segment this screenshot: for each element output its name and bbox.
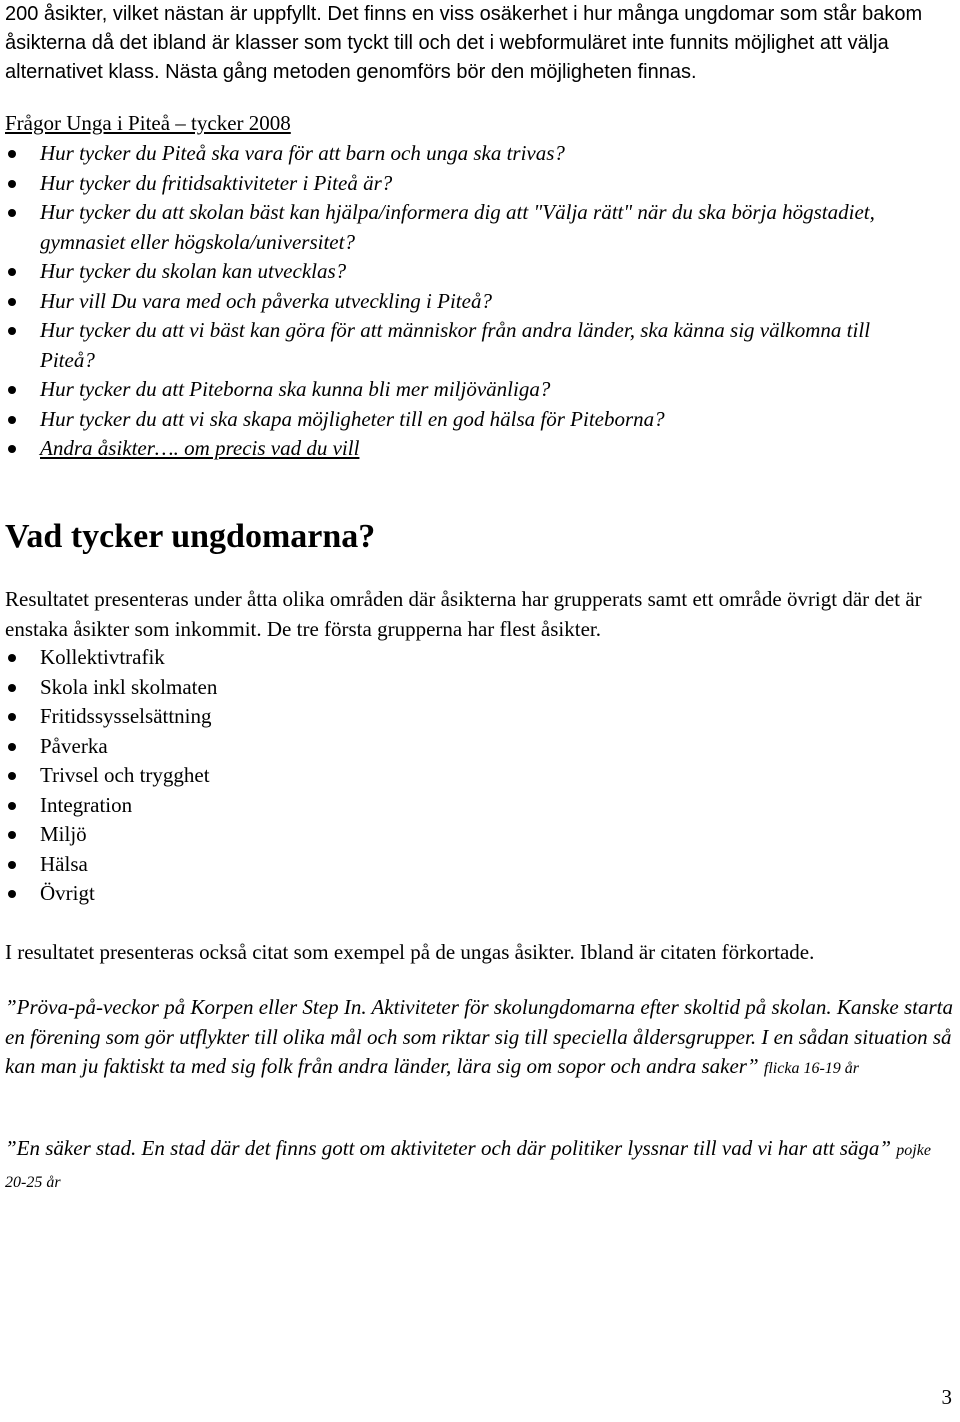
area-item: Miljö	[5, 820, 905, 850]
question-item: Hur tycker du att vi bäst kan göra för att människor från andra länder, ska känna sig välkomna till Piteå?	[5, 316, 905, 375]
quote-block	[5, 993, 955, 1084]
areas-list	[5, 643, 905, 909]
area-item: Integration	[5, 791, 905, 821]
question-item: Hur tycker du Piteå ska vara för att barn och unga ska trivas?	[5, 139, 905, 169]
area-item: Hälsa	[5, 850, 905, 880]
questions-title: Frågor Unga i Piteå – tycker 2008	[5, 111, 291, 135]
result-paragraph: Resultatet presenteras under åtta olika områden där åsikterna har grupperats samt ett område övrigt där det är enstaka åsikter som inkommit. De tre första grupperna har flest åsikter.	[5, 587, 922, 641]
section-heading: Vad tycker ungdomarna?	[5, 518, 376, 555]
question-item: Hur tycker du att vi ska skapa möjligheter till en god hälsa för Piteborna?	[5, 405, 905, 435]
question-item: Hur vill Du vara med och påverka utveckling i Piteå?	[5, 287, 905, 317]
question-item: Hur tycker du att skolan bäst kan hjälpa/informera dig att "Välja rätt" när du ska börja högstadiet, gymnasiet eller högskola/universitet?	[5, 198, 905, 257]
intro-paragraph: 200 åsikter, vilket nästan är uppfyllt. Det finns en viss osäkerhet i hur många ungdomar som står bakom åsikterna då det ibland är klasser som tyckt till och det i webformuläret inte funnits möjlighet att välja alternativet klass. Nästa gång metoden genomförs bör den möjligheten finnas.	[5, 3, 923, 83]
quote-attribution: flicka 16-19 år	[763, 1060, 859, 1077]
quote-text: ”En säker stad. En stad där det finns gott om aktiviteter och där politiker lyssnar till vad vi har att säga”	[5, 1136, 892, 1160]
area-item: Trivsel och trygghet	[5, 761, 905, 791]
page-number: 3	[941, 1385, 952, 1409]
question-item: Hur tycker du skolan kan utvecklas?	[5, 257, 905, 287]
question-item: Hur tycker du att Piteborna ska kunna bli mer miljövänliga?	[5, 375, 905, 405]
questions-list	[5, 139, 905, 464]
quote-text: ”Pröva-på-veckor på Korpen eller Step In. Aktiviteter för skolungdomarna efter skoltid på skolan. Kanske starta en förening som gör utflykter till olika mål och som riktar sig till speciella åldersgrupper. I en sådan situation så kan man ju faktiskt ta med sig folk från andra länder, lära sig om sopor och andra saker”	[5, 995, 953, 1078]
area-item: Övrigt	[5, 879, 905, 909]
area-item: Påverka	[5, 732, 905, 762]
area-item: Fritidssysselsättning	[5, 702, 905, 732]
quote-block	[5, 1134, 955, 1197]
area-item: Skola inkl skolmaten	[5, 673, 905, 703]
area-item: Kollektivtrafik	[5, 643, 905, 673]
question-item: Hur tycker du fritidsaktiviteter i Piteå är?	[5, 169, 905, 199]
quotes-intro-paragraph: I resultatet presenteras också citat som exempel på de ungas åsikter. Ibland är citaten förkortade.	[5, 940, 815, 964]
question-item: Andra åsikter…. om precis vad du vill	[5, 434, 905, 464]
quote-attribution: pojke 20-25 år	[5, 1142, 931, 1191]
